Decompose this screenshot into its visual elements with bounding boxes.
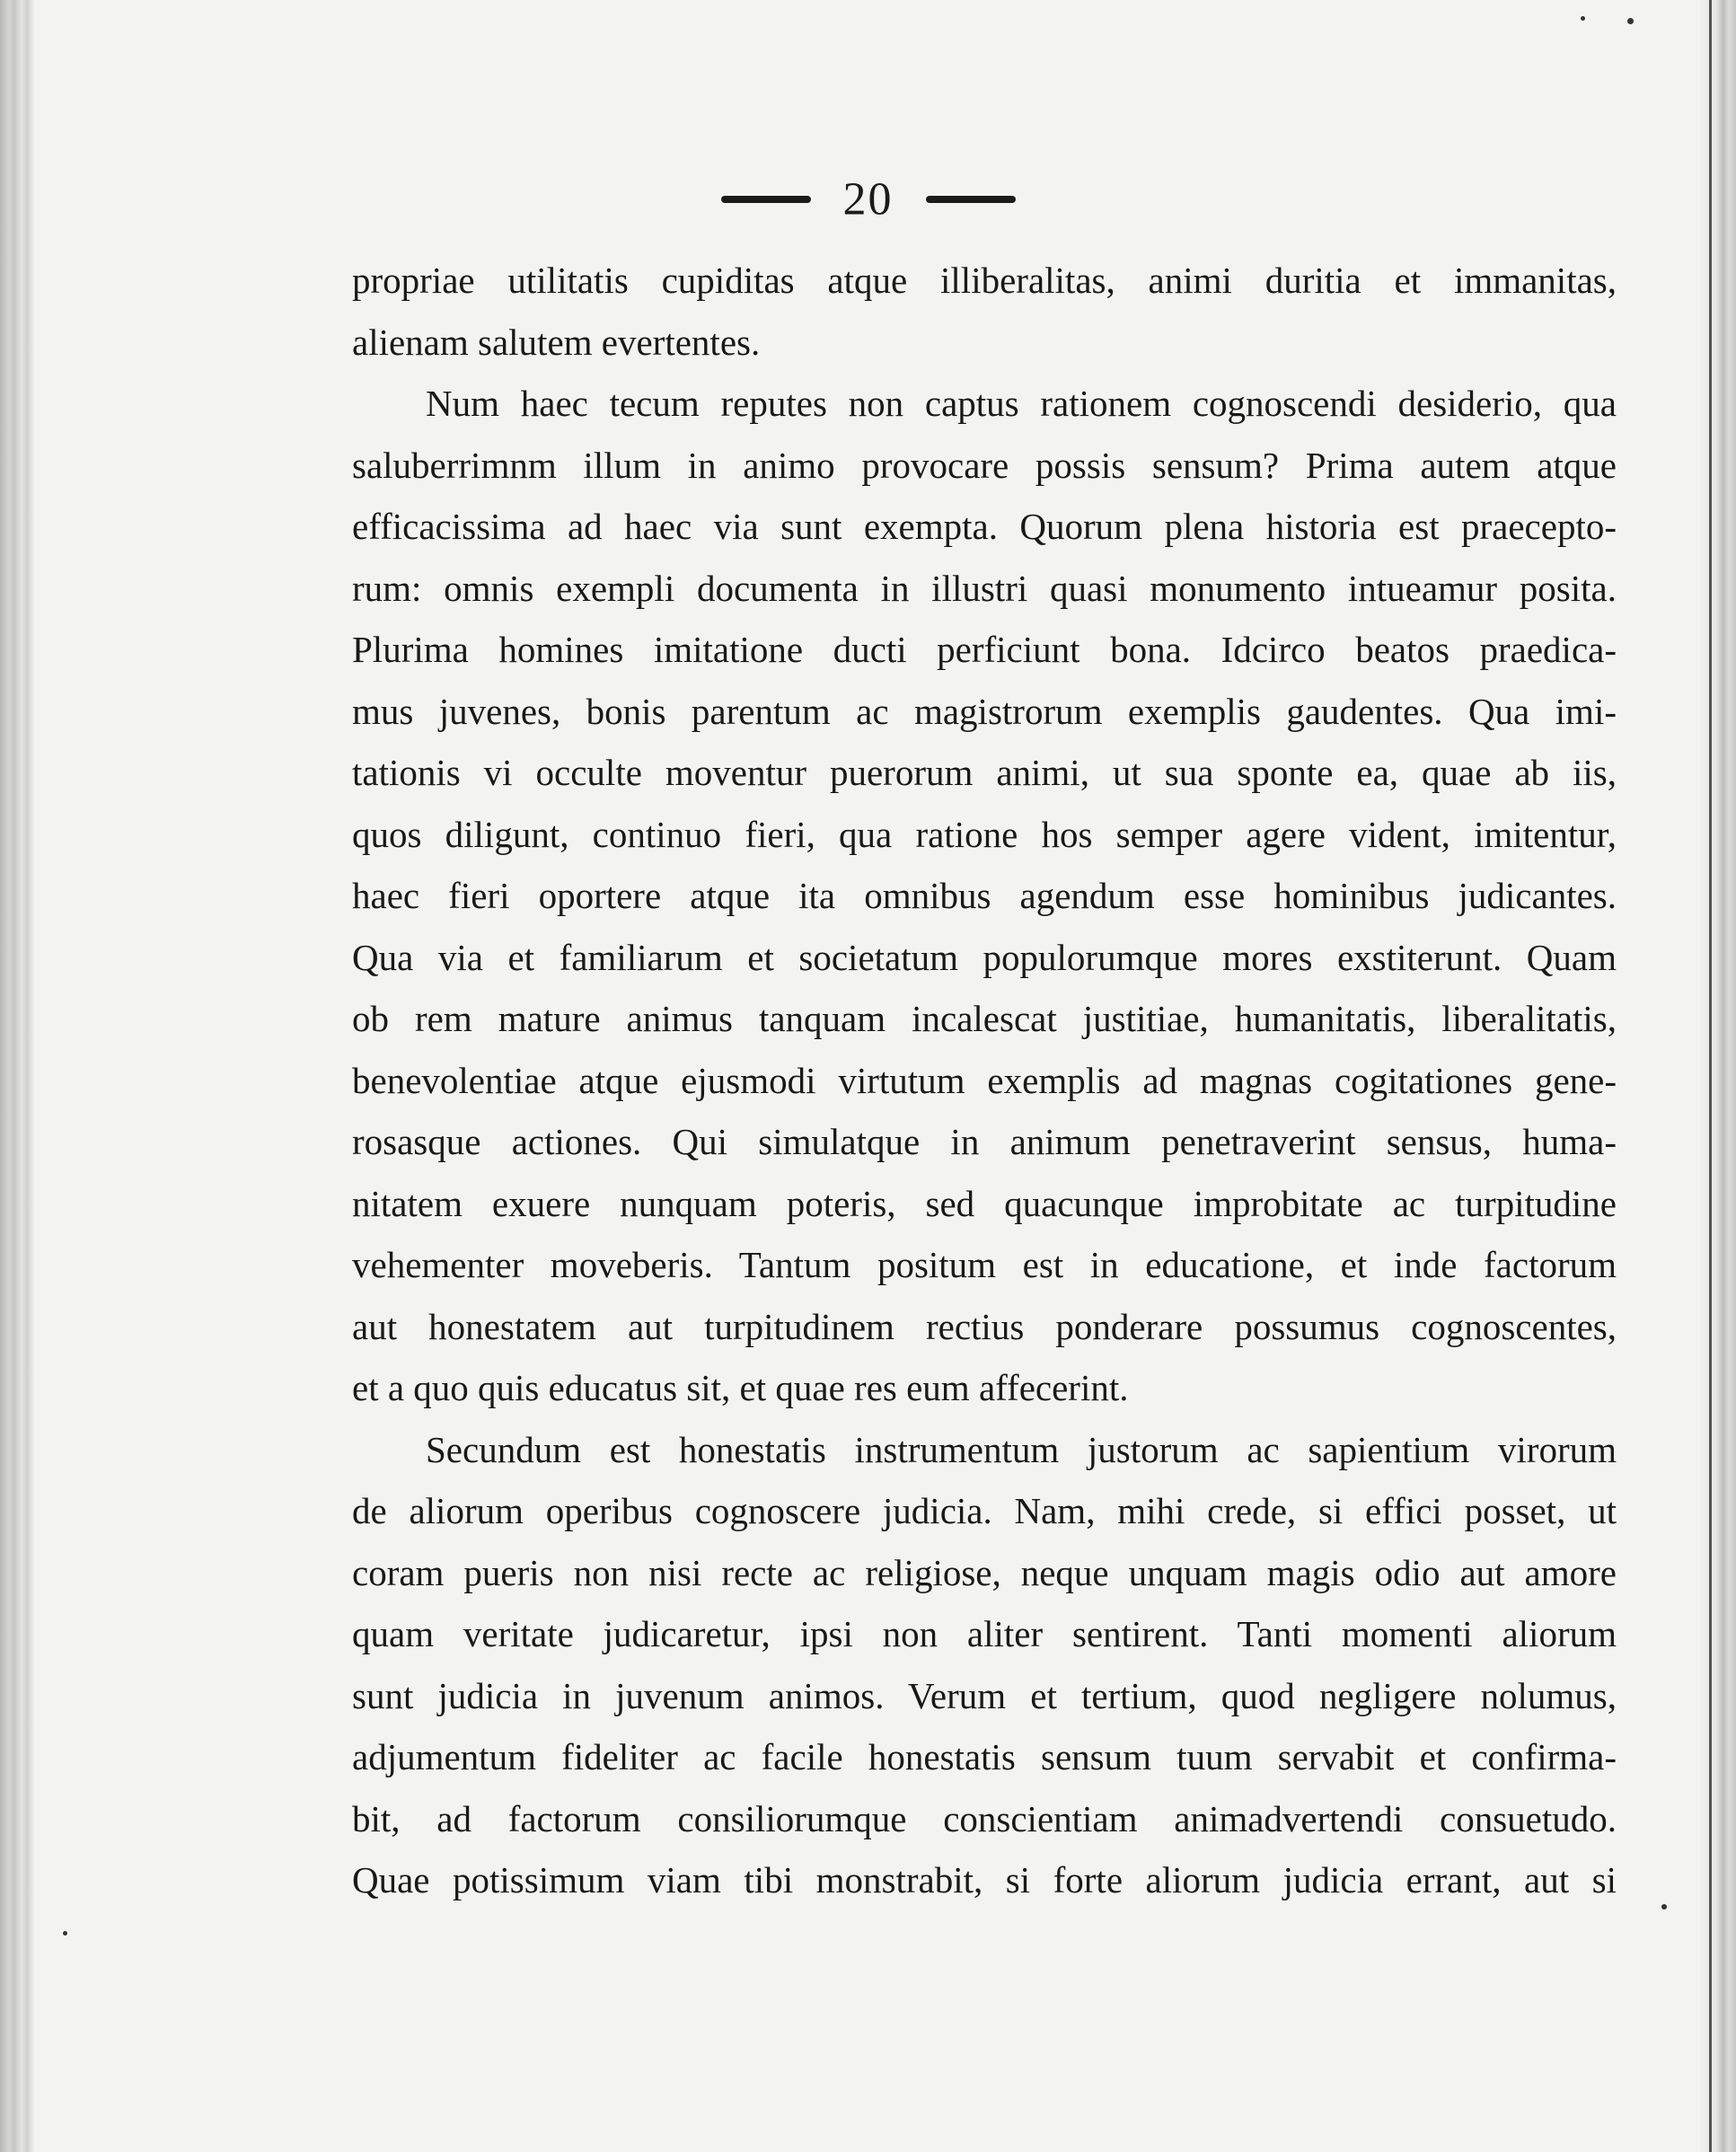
text-line: mus juvenes, bonis parentum ac magistrorum exemplis gaudentes. Qua imi- — [352, 690, 1617, 732]
text-line: aut honestatem aut turpitudinem rectius ponderare possumus cognoscentes, — [352, 1305, 1617, 1347]
text-line: et a quo quis educatus sit, et quae res eum affecerint. — [352, 1367, 1129, 1408]
text-line: Quae potissimum viam tibi monstrabit, si forte aliorum judicia errant, aut si — [352, 1859, 1617, 1901]
text-line: ob rem mature animus tanquam incalescat justitiae, humanitatis, liberalitatis, — [352, 998, 1617, 1039]
text-line: coram pueris non nisi recte ac religiose, neque unquam magis odio aut amore — [352, 1551, 1617, 1593]
text-line: adjumentum fideliter ac facile honestatis sensum tuum servabit et confirma- — [352, 1736, 1617, 1777]
text-line: bit, ad factorum consiliorumque conscientiam animadvertendi consuetudo. — [352, 1797, 1617, 1839]
paragraph-start-line: Num haec tecum reputes non captus rationem cognoscendi desiderio, qua — [426, 383, 1617, 424]
text-line: quos diligunt, continuo fieri, qua ratione hos semper agere vident, imitentur, — [352, 813, 1617, 855]
text-line: benevolentiae atque ejusmodi virtutum exemplis ad magnas cogitationes gene- — [352, 1059, 1617, 1101]
body-text — [352, 250, 1617, 1911]
text-line: propriae utilitatis cupiditas atque illiberalitas, animi duritia et immanitas, — [352, 260, 1617, 301]
header-right-rule — [926, 196, 1016, 203]
text-line: vehementer moveberis. Tantum positum est in educatione, et inde factorum — [352, 1244, 1617, 1285]
text-line: nitatem exuere nunquam poteris, sed quacunque improbitate ac turpitudine — [352, 1182, 1617, 1224]
ink-speck — [1581, 16, 1585, 21]
page-binding-edge — [0, 0, 34, 2152]
page-right-edge — [1700, 0, 1736, 2152]
page-edge-line — [1709, 0, 1712, 2152]
text-line: Plurima homines imitatione ducti perficiunt bona. Idcirco beatos praedica- — [352, 629, 1617, 670]
text-line: tationis vi occulte moventur puerorum animi, ut sua sponte ea, quae ab iis, — [352, 752, 1617, 793]
header-left-rule — [721, 196, 811, 203]
text-line: sunt judicia in juvenum animos. Verum et tertium, quod negligere nolumus, — [352, 1674, 1617, 1716]
text-line: rum: omnis exempli documenta in illustri quasi monumento intueamur posita. — [352, 567, 1617, 609]
text-line: alienam salutem evertentes. — [352, 321, 761, 363]
text-line: saluberrimnm illum in animo provocare possis sensum? Prima autem atque — [352, 444, 1617, 486]
text-line: haec fieri oportere atque ita omnibus agendum esse hominibus judicantes. — [352, 875, 1617, 916]
ink-speck — [63, 1931, 67, 1936]
ink-speck — [1661, 1904, 1667, 1909]
text-line: quam veritate judicaretur, ipsi non aliter sentirent. Tanti momenti aliorum — [352, 1613, 1617, 1654]
paragraph-start-line: Secundum est honestatis instrumentum justorum ac sapientium virorum — [426, 1428, 1617, 1470]
ink-speck — [1627, 18, 1634, 24]
page-header — [0, 169, 1736, 226]
text-line: efficacissima ad haec via sunt exempta. Quorum plena historia est praecepto- — [352, 506, 1617, 547]
text-line: Qua via et familiarum et societatum populorumque mores exstiterunt. Quam — [352, 936, 1617, 978]
page-number: 20 — [842, 173, 894, 225]
text-line: rosasque actiones. Qui simulatque in animum penetraverint sensus, huma- — [352, 1121, 1617, 1162]
text-line: de aliorum operibus cognoscere judicia. Nam, mihi crede, si effici posset, ut — [352, 1490, 1617, 1531]
